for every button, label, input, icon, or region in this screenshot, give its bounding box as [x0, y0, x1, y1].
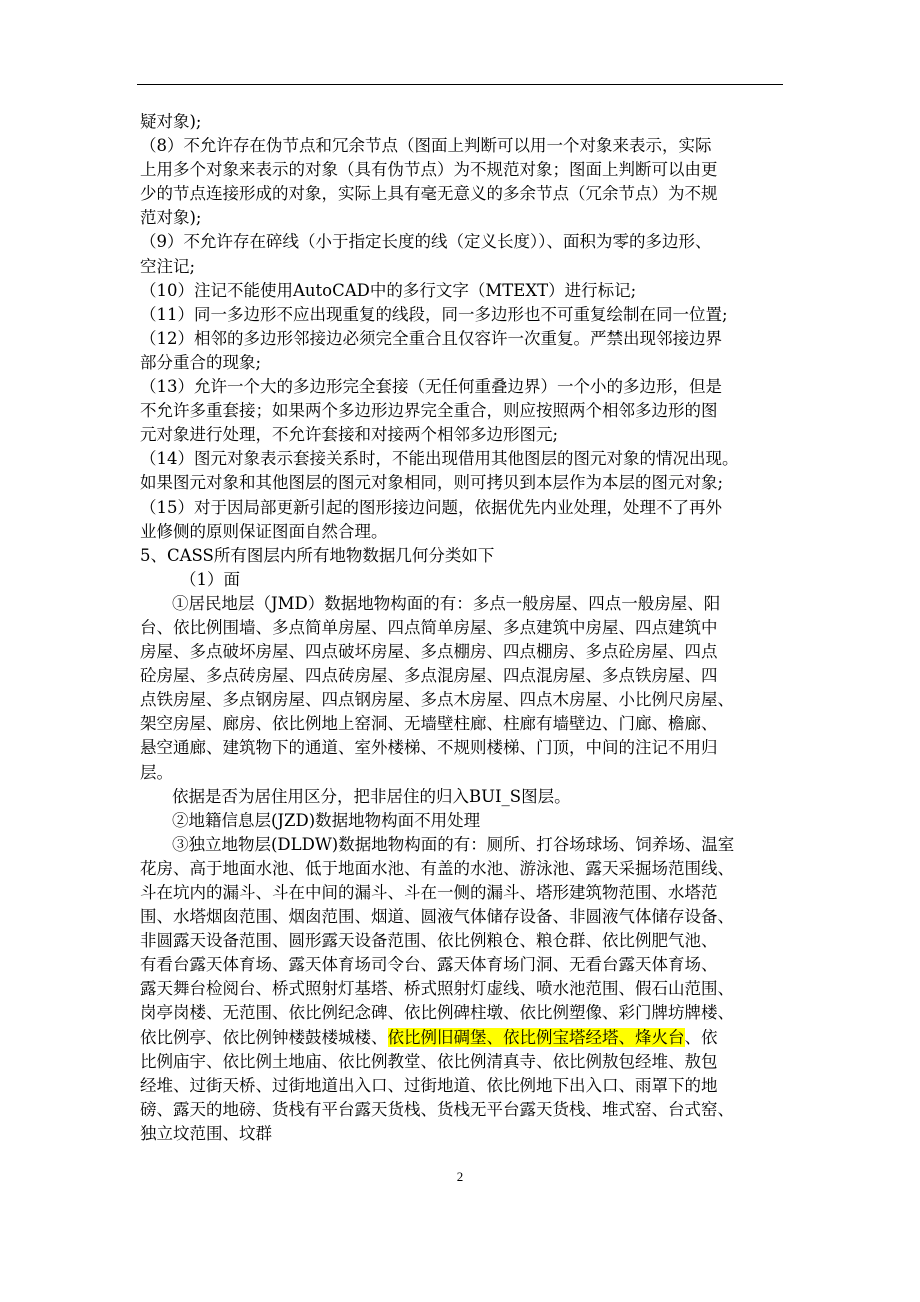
text-line: 如果图元对象和其他图层的图元对象相同，则可拷贝到本层作为本层的图元对象;	[140, 473, 724, 493]
text-line: 砼房屋、多点砖房屋、四点砖房屋、多点混房屋、四点混房屋、多点铁房屋、四	[140, 666, 718, 686]
text-line: 依据是否为居住用区分，把非居住的归入BUI_S图层。	[172, 786, 571, 806]
text-line: （12）相邻的多边形邻接边必须完全重合且仅容许一次重复。严禁出现邻接边界	[140, 328, 722, 348]
text-line: 磅、露天的地磅、货栈有平台露天货栈、货栈无平台露天货栈、堆式窑、台式窑、	[140, 1099, 734, 1119]
text-line: 斗在坑内的漏斗、斗在中间的漏斗、斗在一侧的漏斗、塔形建筑物范围、水塔范	[140, 883, 718, 902]
text-line: （14）图元对象表示套接关系时，不能出现借用其他图层的图元对象的情况出现。	[140, 449, 739, 469]
text-line: （15）对于因局部更新引起的图形接边问题，依据优先内业处理，处理不了再外	[140, 497, 722, 517]
text-line: ③独立地物层(DLDW)数据地物构面的有：厕所、打谷场球场、饲养场、温室	[172, 834, 735, 854]
text-line: 有看台露天体育场、露天体育场司令台、露天体育场门洞、无看台露天体育场、	[140, 955, 718, 975]
text-line: ①居民地层（JMD）数据地物构面的有：多点一般房屋、四点一般房屋、阳	[172, 593, 721, 613]
text-highlight: 依比例旧碉堡、依比例宝塔经塔、烽火台	[387, 1027, 685, 1047]
text-line: 经堆、过街天桥、过街地道出入口、过街地道、依比例地下出入口、雨罩下的地	[140, 1075, 718, 1095]
text-line: 上用多个对象来表示的对象（具有伪节点）为不规范对象；图面上判断可以由更	[140, 160, 718, 180]
text-segment: 依比例亭、依比例钟楼鼓楼城楼、	[140, 1027, 388, 1047]
header-rule	[137, 84, 783, 85]
text-line: 露天舞台检阅台、桥式照射灯基塔、桥式照射灯虚线、喷水池范围、假石山范围、	[140, 979, 734, 999]
text-line: 层。	[140, 762, 173, 782]
text-line: （13）允许一个大的多边形完全套接（无任何重叠边界）一个小的多边形，但是	[140, 377, 722, 397]
section-heading: 5、CASS所有图层内所有地物数据几何分类如下	[140, 545, 495, 565]
text-line: 围、水塔烟囱范围、烟囱范围、烟道、圆液气体储存设备、非圆液气体储存设备、	[140, 907, 734, 927]
text-line: 部分重合的现象;	[140, 352, 262, 372]
text-line: 少的节点连接形成的对象，实际上具有毫无意义的多余节点（冗余节点）为不规	[140, 184, 718, 204]
text-line: 台、依比例围墙、多点简单房屋、四点简单房屋、多点建筑中房屋、四点建筑中	[140, 617, 718, 637]
subsection-heading: （1）面	[180, 569, 240, 589]
text-line: 悬空通廊、建筑物下的通道、室外楼梯、不规则楼梯、门顶，中间的注记不用归	[140, 738, 718, 758]
text-line: （9）不允许存在碎线（小于指定长度的线（定义长度））、面积为零的多边形、	[140, 232, 712, 252]
text-line: 岗亭岗楼、无范围、依比例纪念碑、依比例碑柱墩、依比例塑像、彩门牌坊牌楼、	[140, 1003, 734, 1023]
text-line: 房屋、多点破坏房屋、四点破坏房屋、多点棚房、四点棚房、多点砼房屋、四点	[140, 642, 718, 662]
text-line: 业修侧的原则保证图面自然合理。	[140, 521, 388, 541]
highlighted-text-line	[140, 1026, 785, 1050]
page-number: 2	[456, 1169, 464, 1184]
text-line: 范对象);	[140, 208, 202, 228]
text-line: 比例庙宇、依比例土地庙、依比例教堂、依比例清真寺、依比例敖包经堆、敖包	[140, 1051, 718, 1071]
text-segment: 、依	[684, 1027, 718, 1047]
body-text	[140, 110, 785, 1146]
text-line: 非圆露天设备范围、圆形露天设备范围、依比例粮仓、粮仓群、依比例肥气池、	[140, 931, 718, 951]
text-line: 点铁房屋、多点钢房屋、四点钢房屋、多点木房屋、四点木房屋、小比例尺房屋、	[140, 690, 734, 710]
text-line: 花房、高于地面水池、低于地面水池、有盖的水池、游泳池、露天采掘场范围线、	[140, 858, 734, 878]
text-line: 架空房屋、廊房、依比例地上窑洞、无墙壁柱廊、柱廊有墙壁边、门廊、檐廊、	[140, 714, 718, 734]
text-line: （8）不允许存在伪节点和冗余节点（图面上判断可以用一个对象来表示，实际	[140, 136, 712, 156]
text-line: 元对象进行处理，不允许套接和对接两个相邻多边形图元;	[140, 425, 559, 445]
text-line: 疑对象);	[140, 112, 202, 131]
text-line: （11）同一多边形不应出现重复的线段，同一多边形也不可重复绘制在同一位置;	[140, 304, 728, 324]
text-line: 独立坟范围、坟群	[140, 1123, 272, 1143]
text-line: ②地籍信息层(JZD)数据地物构面不用处理	[172, 810, 481, 830]
text-line: 不允许多重套接；如果两个多边形边界完全重合，则应按照两个相邻多边形的图	[140, 401, 718, 421]
text-line: 空注记;	[140, 256, 196, 276]
text-line: （10）注记不能使用AutoCAD中的多行文字（MTEXT）进行标记;	[140, 280, 637, 300]
